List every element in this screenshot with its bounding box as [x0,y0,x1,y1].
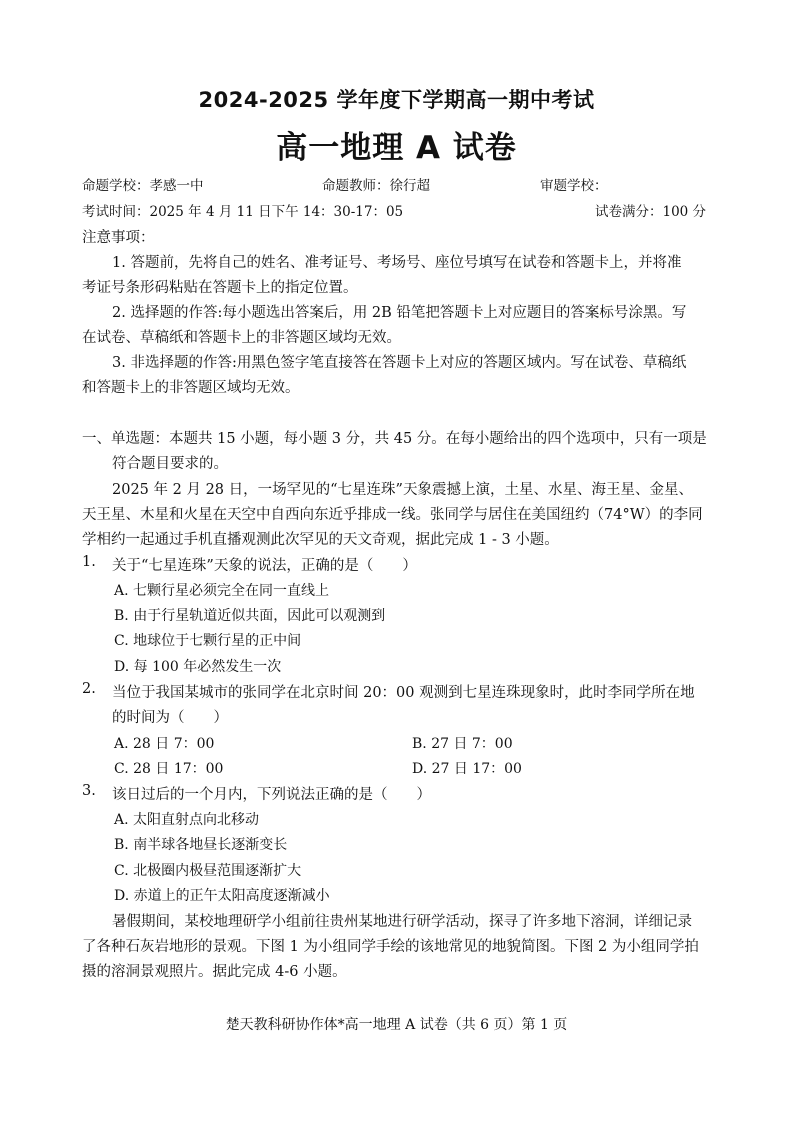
question-2-stem-line-1: 当位于我国某城市的张同学在北京时间 20：00 观测到七星连珠现象时，此时李同学所在地 [112,685,695,701]
note-1-line-2: 考证号条形码粘贴在答题卡上的指定位置。 [82,280,358,296]
question-2-number: 2. [82,681,96,697]
question-3-stem: 该日过后的一个月内，下列说法正确的是（ ） [112,787,431,803]
meta-time: 考试时间：2025 年 4 月 11 日下午 14：30-17：05 [82,204,404,220]
note-2-line-1: 2. 选择题的作答:每小题选出答案后，用 2B 铅笔把答题卡上对应题目的答案标号涂黑。写 [112,305,687,321]
note-3-line-2: 和答题卡上的非答题区域均无效。 [82,380,300,396]
meta-score: 试卷满分：100 分 [595,204,707,220]
note-1-line-1: 1. 答题前，先将自己的姓名、准考证号、考场号、座位号填写在试卷和答题卡上，并将准 [112,255,682,271]
question-1-option-a: A. 七颗行星必须完全在同一直线上 [114,583,330,599]
passage-1-line-3: 学相约一起通过手机直播观测此次罕见的天文奇观，据此完成 1 - 3 小题。 [82,532,559,548]
paper-subtitle: 高一地理 A 试卷 [276,130,517,166]
question-1-option-d: D. 每 100 年必然发生一次 [114,659,282,675]
section-heading-line-2: 符合题目要求的。 [112,456,228,472]
note-2-line-2: 在试卷、草稿纸和答题卡上的非答题区域均无效。 [82,330,401,346]
passage-2-line-1: 暑假期间，某校地理研学小组前往贵州某地进行研学活动，探寻了许多地下溶洞，详细记录 [112,914,692,930]
question-2-stem-line-2: 的时间为（ ） [112,710,228,726]
question-3-option-c: C. 北极圈内极昼范围逐渐扩大 [114,863,302,879]
passage-1-line-2: 天王星、木星和火星在天空中自西向东近乎排成一线。张同学与居住在美国纽约（74°W）的李同 [82,507,703,523]
question-3-number: 3. [82,783,96,799]
meta-school: 命题学校：孝感一中 [82,178,204,194]
meta-teacher: 命题教师：徐行超 [322,178,430,194]
question-1-number: 1. [82,554,96,570]
note-3-line-1: 3. 非选择题的作答:用黑色签字笔直接答在答题卡上对应的答题区域内。写在试卷、草稿纸 [112,355,687,371]
passage-1-line-1: 2025 年 2 月 28 日，一场罕见的“七星连珠”天象震撼上演，土星、水星、海王星、金星、 [112,482,693,498]
question-3-option-a: A. 太阳直射点向北移动 [114,812,260,828]
passage-2-line-2: 了各种石灰岩地形的景观。下图 1 为小组同学手绘的该地常见的地貌简图。下图 2 为小组同学拍 [82,939,699,955]
notes-heading: 注意事项： [82,230,155,246]
question-3-option-b: B. 南半球各地昼长逐渐变长 [114,837,288,853]
question-2-option-b: B. 27 日 7：00 [412,736,513,752]
passage-2-line-3: 摄的溶洞景观照片。据此完成 4-6 小题。 [82,964,347,980]
question-3-option-d: D. 赤道上的正午太阳高度逐渐减小 [114,888,330,904]
question-1-stem: 关于“七星连珠”天象的说法，正确的是（ ） [112,558,417,574]
question-2-option-d: D. 27 日 17：00 [412,761,522,777]
question-1-option-b: B. 由于行星轨道近似共面，因此可以观测到 [114,608,386,624]
page-footer: 楚天教科研协作体*高一地理 A 试卷（共 6 页）第 1 页 [225,1017,568,1033]
question-2-option-a: A. 28 日 7：00 [114,736,215,752]
exam-title: 2024-2025 学年度下学期高一期中考试 [198,88,595,112]
question-2-option-c: C. 28 日 17：00 [114,761,224,777]
section-heading-line-1: 一、单选题：本题共 15 小题，每小题 3 分，共 45 分。在每小题给出的四个选项中，只有一项是 [82,431,707,447]
meta-reviewer: 审题学校： [540,178,608,194]
question-1-option-c: C. 地球位于七颗行星的正中间 [114,633,302,649]
